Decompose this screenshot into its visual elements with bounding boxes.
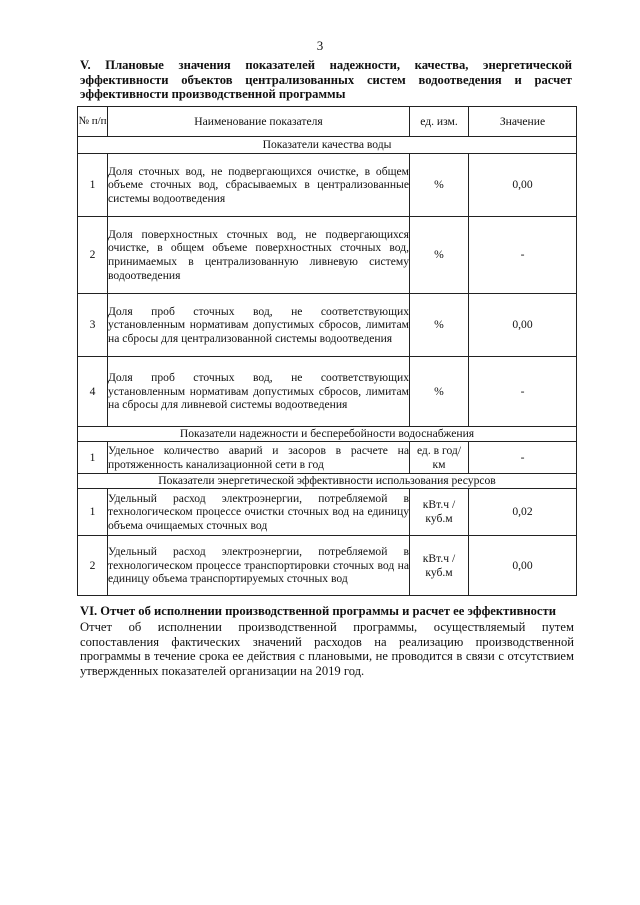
cell-no: 4 [78, 357, 108, 427]
header-value: Значение [469, 107, 577, 137]
cell-unit: % [410, 217, 469, 294]
cell-no: 1 [78, 154, 108, 217]
cell-unit: % [410, 154, 469, 217]
group-row [78, 137, 577, 154]
section-v-title: V. Плановые значения показателей надежности, качества, энергетической эффективности объектов централизованных систем водоотведения и расчет эффективности производственной программы [80, 58, 572, 101]
cell-name: Доля проб сточных вод, не соответствующих установленным нормативам допустимых сбросов, лимитам на сбросы для централизованной системы водоотведения [108, 294, 410, 357]
group-title-water-quality: Показатели качества воды [78, 137, 577, 154]
cell-value: 0,00 [469, 154, 577, 217]
cell-no: 2 [78, 536, 108, 596]
cell-name: Удельный расход электроэнергии, потребляемой в технологическом процессе очистки сточных вод на единицу объема очищаемых сточных вод [108, 489, 410, 536]
header-name: Наименование показателя [108, 107, 410, 137]
cell-value: - [469, 217, 577, 294]
cell-no: 1 [78, 489, 108, 536]
cell-unit: % [410, 357, 469, 427]
table-header-row [78, 107, 577, 137]
table-row [78, 217, 577, 294]
cell-name: Доля проб сточных вод, не соответствующих установленным нормативам допустимых сбросов, лимитам на сбросы для ливневой системы водоотведения [108, 357, 410, 427]
group-row [78, 427, 577, 442]
group-title-reliability: Показатели надежности и бесперебойности водоснабжения [78, 427, 577, 442]
header-no: № п/п [78, 107, 108, 137]
cell-unit: ед. в год/ км [410, 442, 469, 474]
page-number: 3 [316, 38, 324, 53]
cell-value: 0,00 [469, 294, 577, 357]
cell-unit: % [410, 294, 469, 357]
table-row [78, 154, 577, 217]
table-row [78, 489, 577, 536]
cell-no: 2 [78, 217, 108, 294]
cell-value: - [469, 357, 577, 427]
cell-value: - [469, 442, 577, 474]
table-row [78, 536, 577, 596]
header-unit: ед. изм. [410, 107, 469, 137]
cell-no: 3 [78, 294, 108, 357]
section-vi-title: VI. Отчет об исполнении производственной программы и расчет ее эффективности [80, 604, 556, 618]
table-row [78, 357, 577, 427]
group-row [78, 474, 577, 489]
group-title-energy-efficiency: Показатели энергетической эффективности использования ресурсов [78, 474, 577, 489]
cell-no: 1 [78, 442, 108, 474]
table-row [78, 294, 577, 357]
cell-unit: кВт.ч / куб.м [410, 536, 469, 596]
cell-name: Удельный расход электроэнергии, потребляемой в технологическом процессе транспортировки сточных вод на единицу объема транспортируемых сточных вод [108, 536, 410, 596]
cell-name: Доля сточных вод, не подвергающихся очистке, в общем объеме сточных вод, сбрасываемых в централизованные системы водоотведения [108, 154, 410, 217]
cell-value: 0,00 [469, 536, 577, 596]
cell-name: Удельное количество аварий и засоров в расчете на протяженность канализационной сети в год [108, 442, 410, 474]
section-vi-body: Отчет об исполнении производственной программы, осуществляемый путем сопоставления фактических значений расходов на реализацию производственной программы в течение срока ее действия с плановыми, не проводится в связи с отсутствием утвержденных показателей организации на 2019 год. [80, 620, 574, 678]
cell-name: Доля поверхностных сточных вод, не подвергающихся очистке, в общем объеме поверхностных сточных вод, принимаемых в централизованную ливневую систему водоотведения [108, 217, 410, 294]
table-row [78, 442, 577, 474]
indicators-table [77, 106, 577, 596]
cell-unit: кВт.ч / куб.м [410, 489, 469, 536]
cell-value: 0,02 [469, 489, 577, 536]
